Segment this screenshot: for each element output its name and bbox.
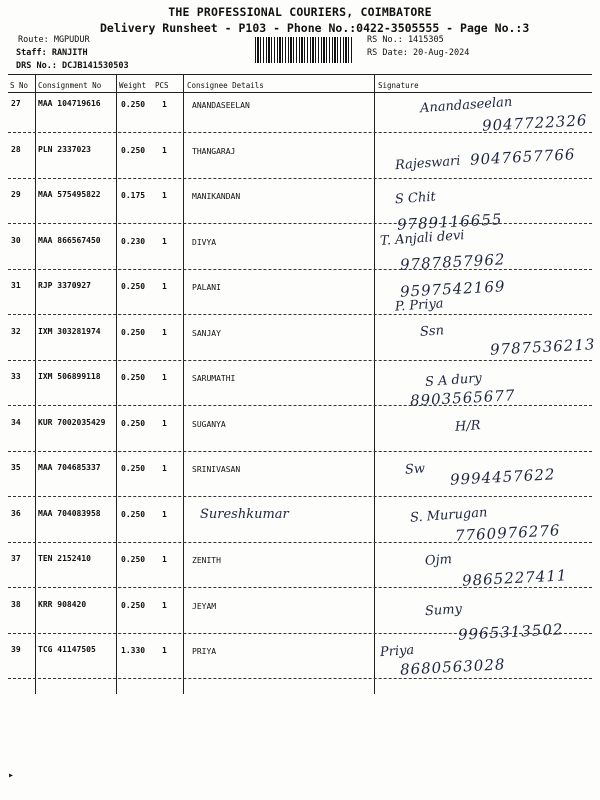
row-consignment-no: KRR 908420: [38, 599, 87, 609]
row-pcs: 1: [162, 418, 167, 428]
row-consignee-name: JEYAM: [192, 601, 217, 611]
row-pcs: 1: [162, 373, 167, 382]
row-consignee-name: DIVYA: [192, 237, 217, 247]
row-consignee-name: THANGARAJ: [192, 146, 236, 156]
row-signature-name: Sw: [404, 461, 426, 478]
row-signature-name: S A dury: [424, 371, 483, 390]
row-signature-phone: 9597542169: [399, 277, 506, 301]
row-signature-phone: 8680563028: [399, 655, 506, 679]
column-divider: [116, 74, 117, 694]
row-sno: 36: [11, 508, 21, 518]
barcode-image: [255, 37, 352, 63]
row-pcs: 1: [162, 555, 167, 564]
row-separator: [8, 542, 592, 543]
row-inline-signature: Sureshkumar: [200, 506, 289, 522]
row-separator: [8, 314, 592, 315]
row-separator: [8, 633, 592, 634]
route-label: Route: MGPUDUR: [18, 35, 90, 45]
row-signature-name: S. Murugan: [409, 504, 488, 526]
row-signature-phone: 9789116655: [396, 210, 503, 234]
row-signature-phone: 9047657766: [469, 144, 576, 169]
row-consignment-no: KUR 7002035429: [38, 417, 106, 427]
drs-number: DRS No.: DCJB141530503: [16, 61, 129, 71]
row-sno: 34: [11, 417, 21, 427]
row-signature-name: Sumy: [424, 601, 463, 619]
row-sno: 35: [11, 463, 21, 472]
row-weight: 0.250: [121, 600, 146, 610]
row-pcs: 1: [162, 282, 167, 291]
row-separator: [8, 587, 592, 588]
row-signature-phone: 9965313502: [457, 619, 564, 644]
row-sno: 38: [11, 599, 21, 609]
row-consignment-no: TEN 2152410: [38, 554, 91, 563]
row-weight: 0.250: [121, 418, 146, 428]
row-signature-phone: 9865227411: [461, 566, 568, 590]
row-sno: 31: [11, 281, 21, 290]
row-sno: 37: [11, 554, 21, 563]
company-title: THE PROFESSIONAL COURIERS, COIMBATORE: [168, 5, 432, 19]
page-mark: ▸: [8, 770, 15, 781]
row-weight: 0.250: [121, 327, 146, 337]
row-consignment-no: MAA 704685337: [38, 463, 101, 472]
table-top-rule: [8, 74, 592, 75]
row-sno: 30: [11, 235, 21, 245]
row-separator: [8, 405, 592, 406]
row-sno: 27: [11, 99, 21, 108]
row-pcs: 1: [162, 509, 167, 519]
runsheet-subtitle: Delivery Runsheet - P103 - Phone No.:0422-3505555 - Page No.:3: [100, 21, 530, 35]
row-consignee-name: PALANI: [192, 283, 221, 292]
row-separator: [8, 496, 592, 497]
row-signature-phone: 8903565677: [409, 386, 516, 410]
col-header-pcs: PCS: [155, 81, 169, 90]
row-weight: 0.250: [121, 145, 146, 155]
column-divider: [35, 74, 36, 694]
col-header-weight: Weight: [119, 81, 147, 90]
rs-date: RS Date: 20-Aug-2024: [367, 48, 470, 58]
row-separator: [8, 132, 592, 133]
row-pcs: 1: [162, 191, 167, 200]
row-sno: 29: [11, 190, 21, 199]
row-weight: 1.330: [121, 646, 146, 655]
row-signature-phone: 9787536213: [489, 334, 596, 359]
row-signature-name: S Chit: [394, 189, 437, 208]
row-separator: [8, 178, 592, 179]
row-signature-phone: 9787857962: [399, 249, 506, 274]
row-consignee-name: PRIYA: [192, 647, 217, 656]
row-separator: [8, 360, 592, 361]
row-consignee-name: ANANDASEELAN: [192, 101, 250, 110]
row-sno: 33: [11, 372, 21, 381]
row-signature-name: H/R: [454, 417, 482, 435]
row-consignee-name: MANIKANDAN: [192, 192, 241, 201]
row-signature-phone: 9994457622: [449, 465, 556, 489]
row-consignee-name: SANJAY: [192, 328, 221, 338]
row-signature-name: Priya: [379, 642, 415, 661]
row-signature-name: T. Anjali devi: [379, 227, 465, 249]
col-header-signature: Signature: [378, 81, 419, 90]
row-weight: 0.175: [121, 191, 146, 200]
row-consignment-no: RJP 3370927: [38, 281, 91, 290]
row-consignment-no: PLN 2337023: [38, 144, 91, 154]
row-signature-name: Ojm: [424, 552, 453, 569]
row-weight: 0.230: [121, 236, 146, 246]
row-signature-phone: 7760976276: [454, 520, 561, 545]
row-sno: 28: [11, 144, 21, 154]
row-separator: [8, 678, 592, 679]
row-consignee-name: ZENITH: [192, 556, 221, 565]
table-header-rule: [8, 92, 592, 93]
row-consignment-no: MAA 704083958: [38, 508, 101, 518]
rs-number: RS No.: 1415305: [367, 35, 444, 45]
row-weight: 0.250: [121, 282, 146, 291]
row-sno: 39: [11, 645, 21, 654]
row-pcs: 1: [162, 600, 167, 610]
row-pcs: 1: [162, 464, 167, 473]
row-consignee-name: SUGANYA: [192, 419, 226, 429]
col-header-consignee: Consignee Details: [187, 81, 264, 90]
row-pcs: 1: [162, 145, 167, 155]
col-header-sno: S No: [10, 81, 29, 90]
row-signature-name: Ssn: [419, 322, 445, 340]
row-weight: 0.250: [121, 464, 146, 473]
row-weight: 0.250: [121, 509, 146, 519]
row-consignment-no: IXM 303281974: [38, 326, 101, 336]
row-consignee-name: SRINIVASAN: [192, 465, 241, 474]
row-signature-phone: 9047722326: [481, 111, 588, 135]
row-signature-name: Anandaseelan: [419, 94, 513, 117]
row-consignment-no: IXM 506899118: [38, 372, 101, 381]
column-divider: [374, 74, 375, 694]
col-header-consignment: Consignment No: [38, 81, 102, 90]
row-consignment-no: TCG 41147505: [38, 645, 96, 654]
row-weight: 0.250: [121, 555, 146, 564]
row-weight: 0.250: [121, 100, 146, 109]
row-signature-name: P. Priya: [394, 296, 445, 315]
row-separator: [8, 451, 592, 452]
row-pcs: 1: [162, 100, 167, 109]
row-signature-name: Rajeswari: [394, 153, 461, 173]
row-sno: 32: [11, 326, 21, 336]
row-consignment-no: MAA 866567450: [38, 235, 101, 245]
row-pcs: 1: [162, 327, 167, 337]
column-divider: [183, 74, 184, 694]
row-consignee-name: SARUMATHI: [192, 374, 236, 383]
row-pcs: 1: [162, 646, 167, 655]
row-pcs: 1: [162, 236, 167, 246]
row-consignment-no: MAA 104719616: [38, 99, 101, 108]
staff-label: Staff: RANJITH: [16, 48, 88, 58]
row-separator: [8, 269, 592, 270]
row-weight: 0.250: [121, 373, 146, 382]
row-consignment-no: MAA 575495822: [38, 190, 101, 199]
row-separator: [8, 223, 592, 224]
